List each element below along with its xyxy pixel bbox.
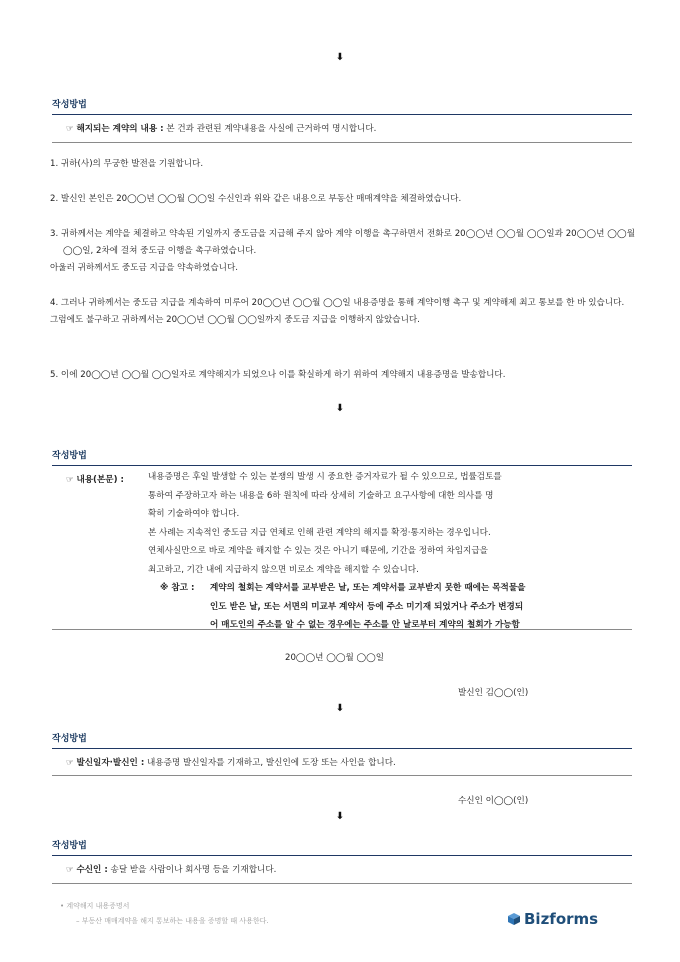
down-arrow-icon: ⬇ [335,52,345,63]
down-arrow-icon: ⬇ [335,403,345,414]
instruction-box [52,855,632,884]
down-arrow-icon: ⬇ [335,811,345,822]
sender-signature: 발신인 김◯◯(인) [458,688,529,698]
pointer-icon: ☞ [66,758,74,768]
instruction-label: 발신일자·발신인 : [76,758,145,768]
instruction-label: 수신인 : [76,865,108,875]
footer-description: – 부동산 매매계약을 해지 통보하는 내용을 증명할 때 사용한다. [76,917,269,925]
pointer-icon: ☞ [66,865,74,875]
instruction-box [52,748,632,776]
pointer-icon: ☞ [66,124,74,134]
instruction-body: 내용증명은 후일 발생할 수 있는 분쟁의 발생 시 중요한 증거자료가 될 수 있으므로, 법률검토를 통하여 주장하고자 하는 내용을 6하 원칙에 따라 상세히 기술하고 요구사항에 대한 의사를 명 확히 기술하여야 합니다. 본 사례는 지속적인 중도금 지급 연체로 인해 관련 계약의 해지를 확정·통지하는 경우입니다. 연체사실만으로 바로 계약을 해지할 수 있는 것은 아니기 때문에, 기간을 정하여 차임지급을 최고하고, 기간 내에 지급하지 않으면 비로소 계약을 해지할 수 있습니다. [148,472,502,575]
note-label: ※ 참고 : [160,583,195,593]
note-text: 계약의 철회는 계약서를 교부받은 날, 또는 계약서를 교부받지 못한 때에는 목적물을 인도 받은 날, 또는 서면의 미교부 계약서 등에 주소 미기재 되었거나 주소가 변경되 어 매도인의 주소를 알 수 없는 경우에는 주소를 안 날로부터 계약의 철회가 가능함 [210,583,526,630]
section-heading: 작성방법 [52,451,87,461]
instruction-label: 내용(본문) : [76,475,124,485]
pointer-icon: ☞ [66,475,74,485]
logo-text: Bizforms [524,910,599,928]
instruction-text: 본 건과 관련된 계약내용을 사실에 근거하여 명시합니다. [166,124,377,134]
section-heading: 작성방법 [52,734,87,744]
date-line: 20◯◯년 ◯◯월 ◯◯일 [285,653,385,663]
footer-title: • 계약해지 내용증명서 [60,902,130,910]
down-arrow-icon: ⬇ [335,703,345,714]
instruction-box [52,114,632,143]
section-heading: 작성방법 [52,100,87,110]
instruction-text: 송달 받을 사람이나 회사명 등을 기재합니다. [110,865,277,875]
body-paragraph-5: 5. 이에 20◯◯년 ◯◯월 ◯◯일자로 계약해지가 되었으나 이를 확실하게 하기 위하여 계약해지 내용증명을 발송합니다. [50,370,506,380]
body-paragraph-1: 1. 귀하(사)의 무궁한 발전을 기원합니다. [50,159,204,169]
receiver-signature: 수신인 이◯◯(인) [458,796,529,806]
instruction-label: 해지되는 계약의 내용 : [76,124,164,134]
bizforms-logo [507,910,598,928]
body-paragraph-4: 4. 그러나 귀하께서는 중도금 지급을 계속하여 미루어 20◯◯년 ◯◯월 ◯◯일 내용증명을 통해 계약이행 촉구 및 계약해제 최고 통보를 한 바 있습니다. 그럼에도 불구하고 귀하께서는 20◯◯년 ◯◯월 ◯◯일까지 중도금 지급을 이행하지 않았습니다. [50,298,625,325]
body-paragraph-2: 2. 발신인 본인은 20◯◯년 ◯◯월 ◯◯일 수신인과 위와 같은 내용으로 부동산 매매계약을 체결하였습니다. [50,194,462,204]
section-heading: 작성방법 [52,841,87,851]
body-paragraph-3: 3. 귀하께서는 계약을 체결하고 약속된 기일까지 중도금을 지급해 주지 않아 계약 이행을 촉구하면서 전화로 20◯◯년 ◯◯월 ◯◯일과 20◯◯년 ◯◯월 ◯◯일, 2차에 걸쳐 중도금 이행을 촉구하였습니다. 아울러 귀하께서도 중도금 지급을 약속하였습니다. [50,229,635,273]
instruction-text: 내용증명 발신일자를 기재하고, 발신인에 도장 또는 사인을 합니다. [147,758,396,768]
cube-logo-icon [507,912,521,926]
